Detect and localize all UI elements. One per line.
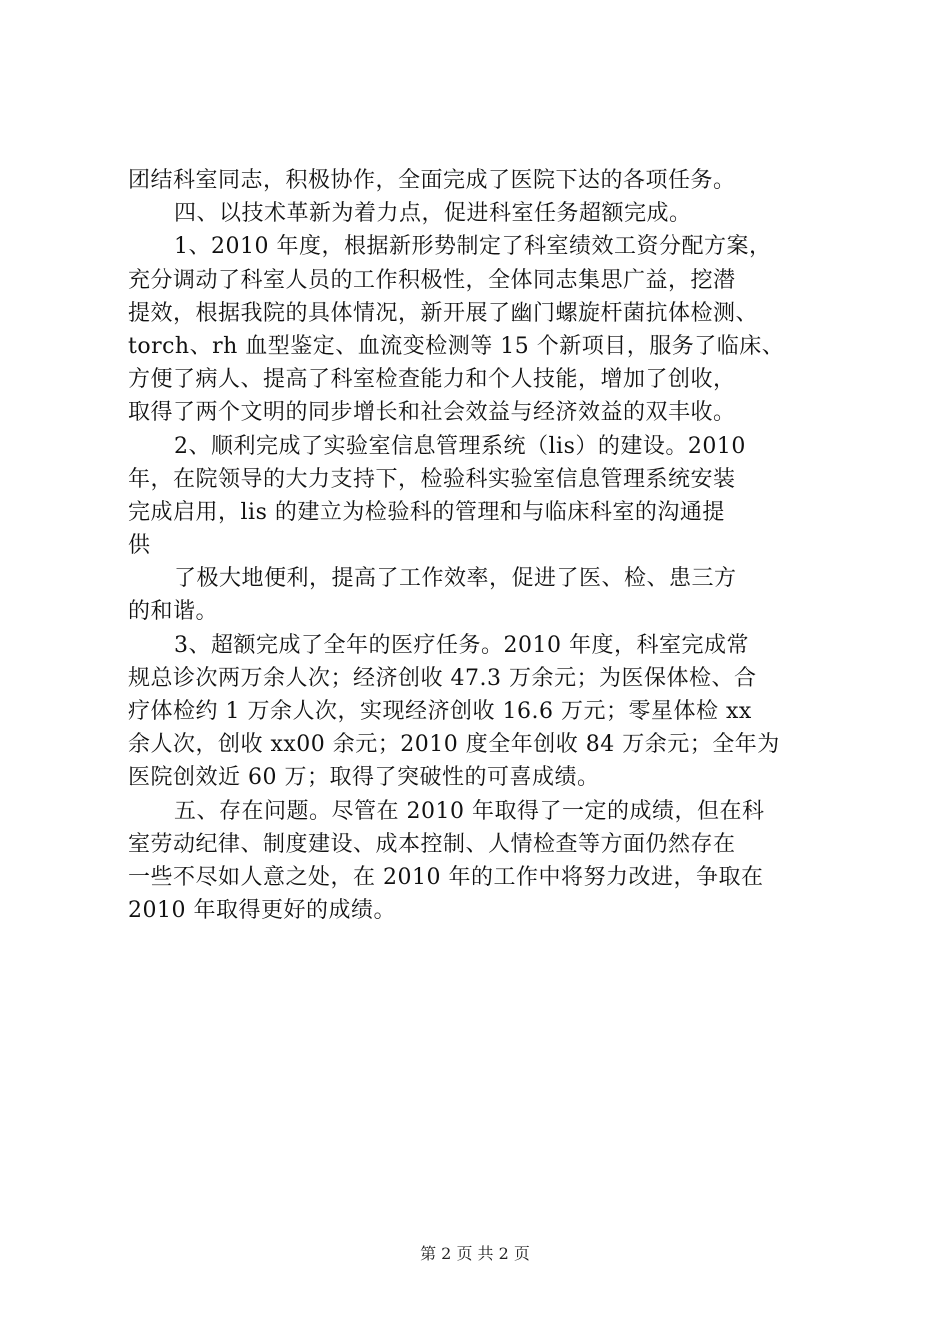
text-line: 室劳动纪律、制度建设、成本控制、人情检查等方面仍然存在 <box>128 831 736 857</box>
text-line: 完成启用，lis 的建立为检验科的管理和与临床科室的沟通提 <box>128 499 725 525</box>
text-line: 疗体检约 1 万余人次，实现经济创收 16.6 万元；零星体检 xx <box>128 699 752 724</box>
text-line: 充分调动了科室人员的工作积极性，全体同志集思广益，挖潜 <box>128 267 736 293</box>
text-line: 五、存在问题。尽管在 2010 年取得了一定的成绩，但在科 <box>174 798 765 824</box>
text-line: 余人次，创收 xx00 余元；2010 度全年创收 84 万余元；全年为 <box>128 732 780 758</box>
text-line: 供 <box>128 533 151 559</box>
text-line: 提效，根据我院的具体情况，新开展了幽门螺旋杆菌抗体检测、 <box>128 300 759 326</box>
text-line: 的和谐。 <box>128 599 219 625</box>
text-line: 年，在院领导的大力支持下，检验科实验室信息管理系统安装 <box>128 466 736 492</box>
text-line: 一些不尽如人意之处，在 2010 年的工作中将努力改进，争取在 <box>128 864 764 890</box>
text-line: 了极大地便利，提高了工作效率，促进了医、检、患三方 <box>174 566 737 592</box>
text-line: torch、rh 血型鉴定、血流变检测等 15 个新项目，服务了临床、 <box>128 333 785 359</box>
text-line: 四、以技术革新为着力点，促进科室任务超额完成。 <box>174 201 692 227</box>
document-body <box>128 164 828 927</box>
text-line: 2010 年取得更好的成绩。 <box>128 898 396 924</box>
text-line: 1、2010 年度，根据新形势制定了科室绩效工资分配方案， <box>174 234 772 260</box>
text-line: 3、超额完成了全年的医疗任务。2010 年度，科室完成常 <box>174 632 749 658</box>
text-line: 规总诊次两万余人次；经济创收 47.3 万余元；为医保体检、合 <box>128 665 757 691</box>
text-line: 医院创效近 60 万；取得了突破性的可喜成绩。 <box>128 765 600 791</box>
text-line: 2、顺利完成了实验室信息管理系统（lis）的建设。2010 <box>174 433 746 459</box>
text-line: 方便了病人、提高了科室检查能力和个人技能，增加了创收， <box>128 367 736 393</box>
page-footer: 第 2 页 共 2 页 <box>420 1244 530 1263</box>
text-line: 团结科室同志，积极协作，全面完成了医院下达的各项任务。 <box>128 168 736 193</box>
text-line: 取得了两个文明的同步增长和社会效益与经济效益的双丰收。 <box>128 400 736 426</box>
